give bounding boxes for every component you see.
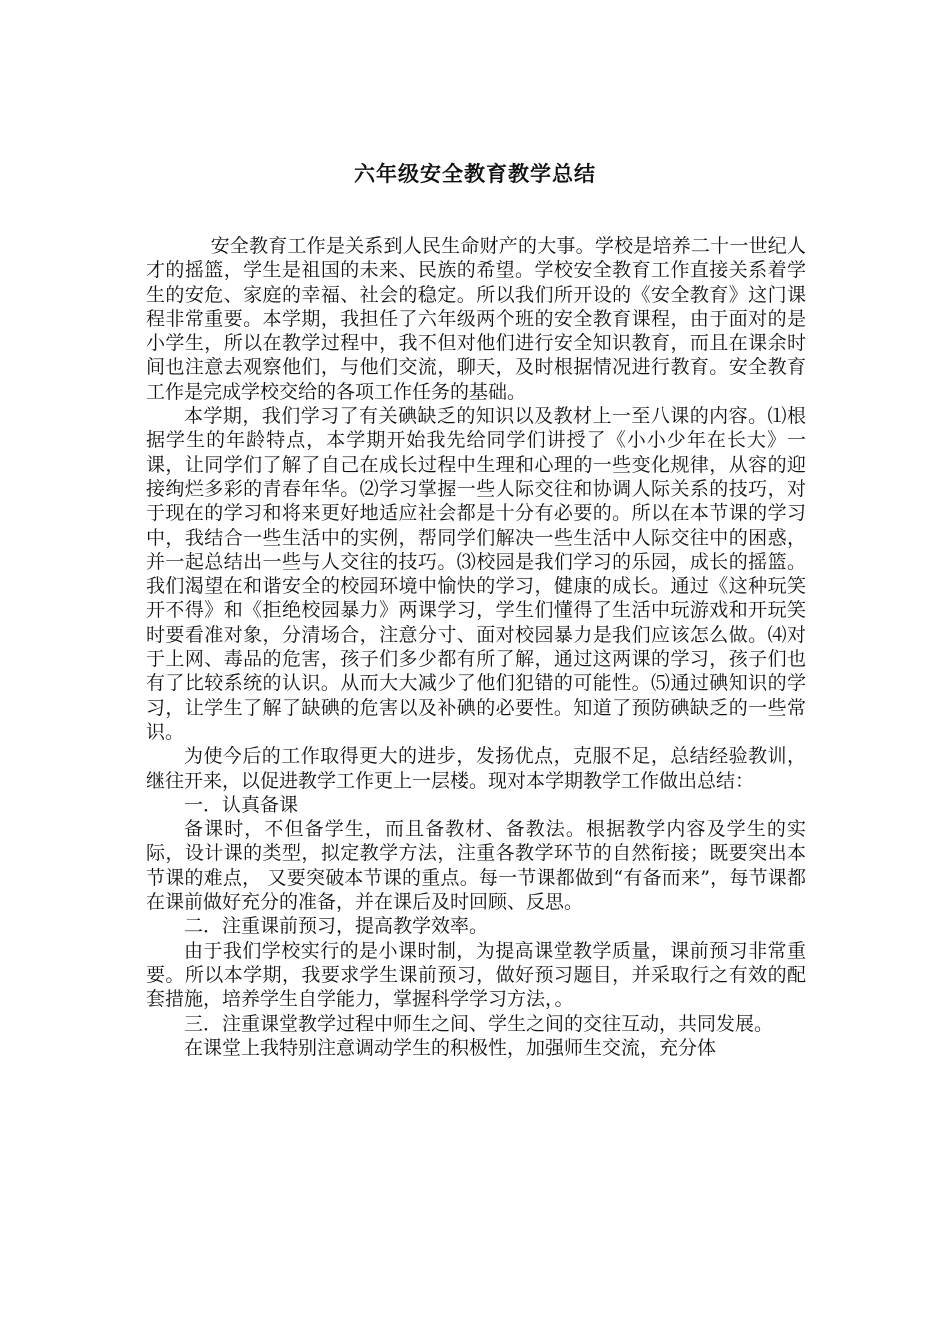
document-body bbox=[146, 234, 806, 1060]
section-heading-1: 一．认真备课 bbox=[184, 793, 299, 816]
document-title: 六年级安全教育教学总结 bbox=[354, 161, 596, 186]
paragraph-summary-purpose: 为使今后的工作取得更大的进步，发扬优点，克服不足，总结经验教训，继往开来，以促进教学工作更上一层楼。现对本学期教学工作做出总结： bbox=[146, 745, 806, 792]
section-heading-2: 二．注重课前预习，提高教学效率。 bbox=[184, 915, 489, 938]
paragraph-classroom: 在课堂上我特别注意调动学生的积极性，加强师生交流，充分体 bbox=[184, 1036, 717, 1059]
paragraph-preview: 由于我们学校实行的是小课时制，为提高课堂教学质量，课前预习非常重要。所以本学期，我要求学生课前预习，做好预习题目，并采取行之有效的配套措施，培养学生自学能力，掌握科学学习方法，。 bbox=[146, 939, 806, 1011]
section-heading-3: 三．注重课堂教学过程中师生之间、学生之间的交往互动，共同发展。 bbox=[184, 1012, 774, 1035]
paragraph-intro: 安全教育工作是关系到人民生命财产的大事。学校是培养二十一世纪人才的摇篮，学生是祖国的未来、民族的希望。学校安全教育工作直接关系着学生的安危、家庭的幸福、社会的稳定。所以我们所开设的《安全教育》这门课程非常重要。本学期，我担任了六年级两个班的安全教育课程，由于面对的是小学生，所以在教学过程中，我不但对他们进行安全知识教育，而且在课余时间也注意去观察他们，与他们交流，聊天，及时根据情况进行教育。安全教育工作是完成学校交给的各项工作任务的基础。 bbox=[146, 235, 806, 403]
paragraph-lesson-prep: 备课时，不但备学生，而且备教材、备教法。根据教学内容及学生的实际，设计课的类型，拟定教学方法，注重各教学环节的自然衔接；既要突出本节课的难点， 又要突破本节课的重点。每一节课都做到“有备而来”，每节课都在课前做好充分的准备，并在课后及时回顾、反思。 bbox=[146, 818, 806, 914]
paragraph-semester-content: 本学期，我们学习了有关碘缺乏的知识以及教材上一至八课的内容。⑴根据学生的年龄特点，本学期开始我先给同学们讲授了《小小少年在长大》一课，让同学们了解了自己在成长过程中生理和心理的一些变化规律，从容的迎接绚烂多彩的青春年华。⑵学习掌握一些人际交往和协调人际关系的技巧，对于现在的学习和将来更好地适应社会都是十分有必要的。所以在本节课的学习中，我结合一些生活中的实例，帮同学们解决一些生活中人际交往中的困惑，并一起总结出一些与人交往的技巧。⑶校园是我们学习的乐园，成长的摇篮。我们渴望在和谐安全的校园环境中愉快的学习，健康的成长。通过《这种玩笑开不得》和《拒绝校园暴力》两课学习，学生们懂得了生活中玩游戏和开玩笑时要看准对象，分清场合，注意分寸、面对校园暴力是我们应该怎么做。⑷对于上网、毒品的危害，孩子们多少都有所了解，通过这两课的学习，孩子们也有了比较系统的认识。从而大大减少了他们犯错的可能性。⑸通过碘知识的学习，让学生了解了缺碘的危害以及补碘的必要性。知道了预防碘缺乏的一些常识。 bbox=[146, 405, 806, 743]
